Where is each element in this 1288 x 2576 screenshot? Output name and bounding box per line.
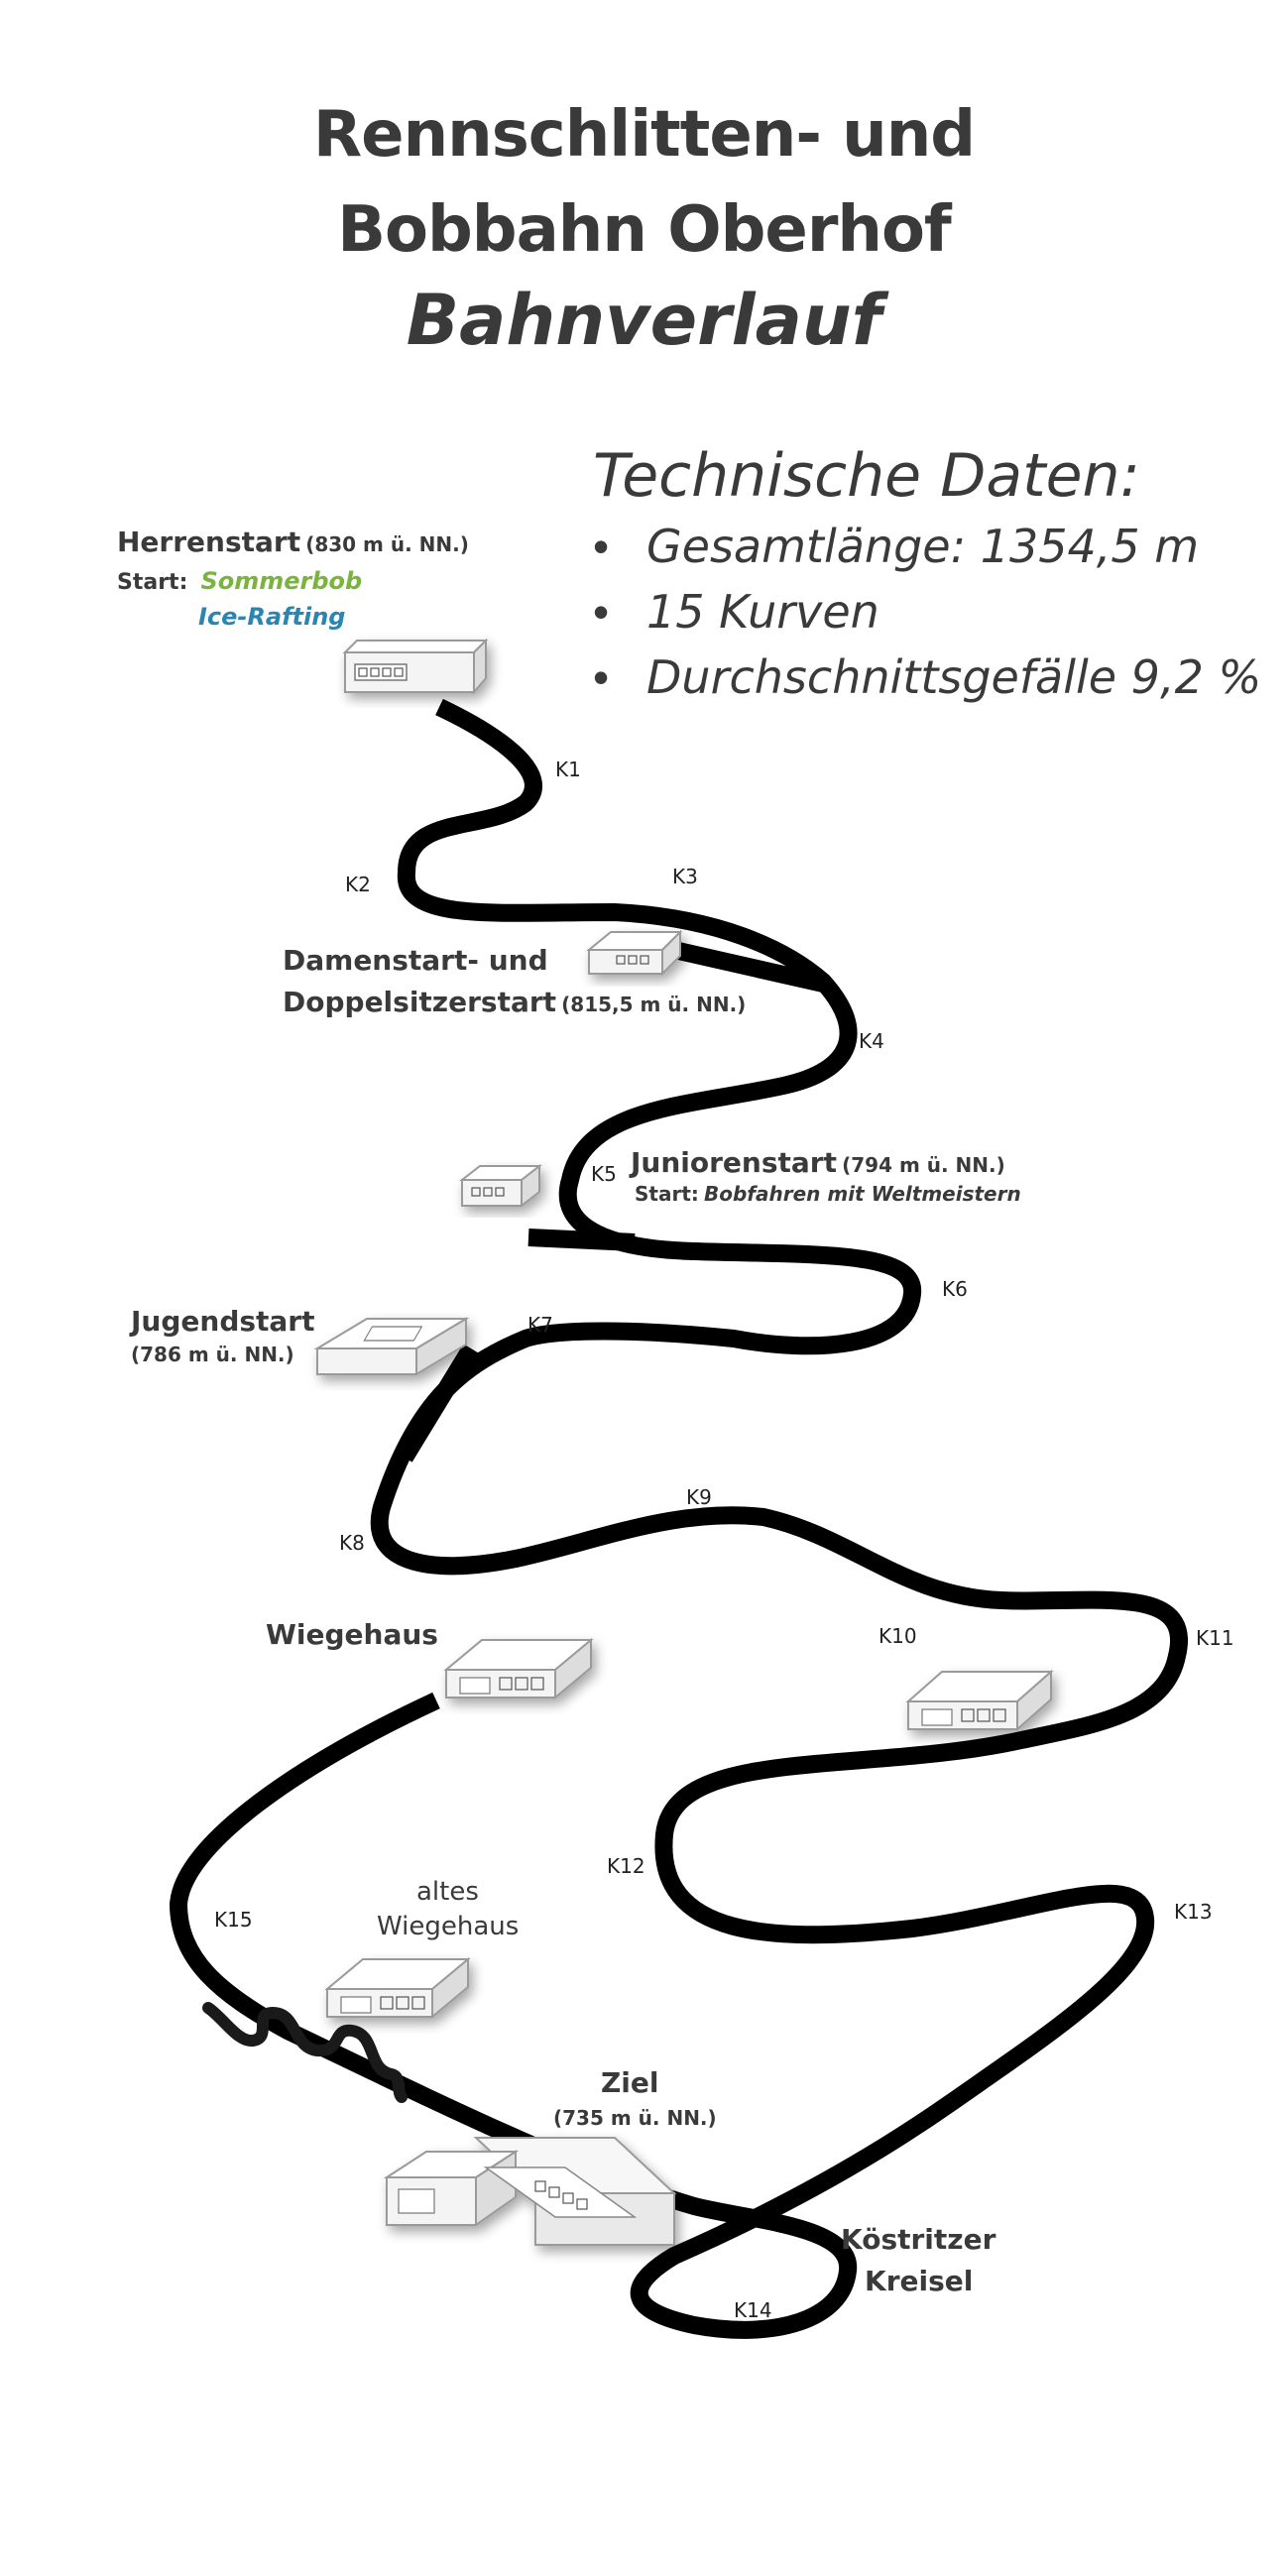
junioren-start-ramp: [528, 1237, 635, 1242]
curve-label-k11: K11: [1196, 1626, 1234, 1650]
building-juniorenstart: [462, 1166, 539, 1206]
curve-label-k14: K14: [734, 2298, 772, 2322]
building-altes-wiegehaus: [327, 1959, 468, 2017]
jugendstart-elevation: (786 m ü. NN.): [131, 1343, 294, 1366]
building-damenstart: [589, 932, 680, 974]
curve-label-k10: K10: [878, 1624, 917, 1648]
herrenstart-start-label: Start:: [117, 570, 188, 595]
label-damenstart: [283, 986, 746, 1018]
juniorenstart-start-text: Bobfahren mit Weltmeistern: [703, 1182, 1021, 1206]
jugendstart-name: Jugendstart: [131, 1305, 315, 1338]
curve-label-k4: K4: [859, 1029, 884, 1053]
kreisel-line1: Köstritzer: [841, 2223, 996, 2256]
outlet-wave: [208, 2008, 402, 2097]
building-herrenstart: [345, 641, 486, 692]
technical-heading: Technische Daten:: [593, 441, 1140, 511]
building-jugendstart: [317, 1319, 466, 1374]
building-k11: [908, 1672, 1051, 1729]
altes-wiegehaus-line2: Wiegehaus: [377, 1912, 520, 1941]
curve-label-k9: K9: [686, 1485, 712, 1509]
ziel-elevation: (735 m ü. NN.): [553, 2106, 717, 2130]
technical-item-gradient: • Durchschnittsgefälle 9,2 %: [593, 644, 1261, 710]
curve-label-k13: K13: [1174, 1900, 1213, 1924]
herrenstart-name: Herrenstart: [117, 526, 301, 558]
curve-label-k8: K8: [339, 1531, 365, 1555]
curve-label-k2: K2: [345, 873, 371, 896]
curve-label-k12: K12: [607, 1854, 645, 1878]
damenstart-line1: Damenstart- und: [283, 944, 548, 977]
herrenstart-elevation: (830 m ü. NN.): [305, 532, 469, 556]
sommerbob-label: Sommerbob: [200, 567, 363, 595]
damenstart-line2: Doppelsitzerstart: [283, 986, 557, 1018]
juniorenstart-start-label: Start:: [635, 1182, 699, 1206]
juniorenstart-name: Juniorenstart: [631, 1146, 837, 1179]
technical-item-curves: • 15 Kurven: [593, 579, 1261, 644]
label-herrenstart: [117, 526, 469, 558]
label-herrenstart-start: [117, 567, 362, 595]
altes-wiegehaus-line1: altes: [416, 1877, 479, 1907]
curve-label-k1: K1: [555, 758, 581, 781]
building-ziel: [387, 2138, 674, 2245]
label-juniorenstart-start: [635, 1182, 1021, 1206]
curve-label-k7: K7: [527, 1313, 553, 1337]
title-line-2: Bobbahn Oberhof: [337, 193, 951, 267]
ziel-name: Ziel: [601, 2066, 659, 2099]
technical-item-length: • Gesamtlänge: 1354,5 m: [593, 514, 1261, 579]
curve-label-k3: K3: [672, 865, 698, 888]
wiegehaus-name: Wiegehaus: [266, 1618, 438, 1651]
ice-rafting-label: Ice-Rafting: [198, 603, 346, 631]
curve-label-k15: K15: [214, 1908, 253, 1932]
title-line-1: Rennschlitten- und: [312, 98, 976, 172]
juniorenstart-elevation: (794 m ü. NN.): [842, 1153, 1005, 1177]
kreisel-line2: Kreisel: [865, 2265, 974, 2297]
page-subtitle: Bahnverlauf: [406, 280, 882, 361]
damenstart-elevation: (815,5 m ü. NN.): [561, 993, 747, 1016]
curve-label-k5: K5: [591, 1162, 617, 1186]
label-juniorenstart: [631, 1146, 1005, 1179]
building-wiegehaus: [446, 1640, 591, 1698]
curve-label-k6: K6: [942, 1277, 968, 1301]
